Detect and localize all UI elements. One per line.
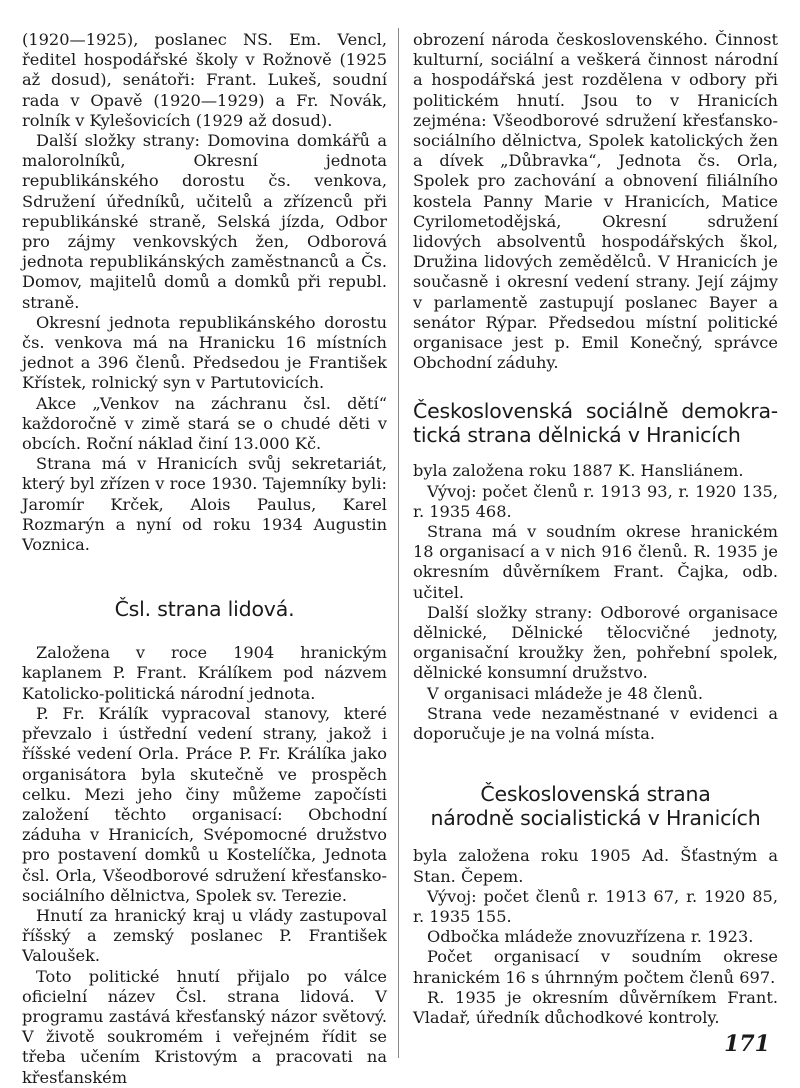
paragraph: R. 1935 je okresním důvěrníkem Frant. Vladař, úředník důchodkové kontroly. xyxy=(413,987,778,1027)
paragraph: byla založena roku 1905 Ad. Šťastným a Stan. Čepem. xyxy=(413,846,778,886)
paragraph: Vývoj: počet členů r. 1913 67, r. 1920 85, r. 1935 155. xyxy=(413,886,778,926)
paragraph: Další složky strany: Odborové organisace dělnické, Dělnické tělocvičné jednoty, organisační kroužky žen, pohřební spolek, dělnické konsumní družstvo. xyxy=(413,602,778,683)
section-heading xyxy=(413,399,778,447)
paragraph: Hnutí za hranický kraj u vlády zastupoval říšský a zemský poslanec P. František Valoušek. xyxy=(22,905,387,966)
left-column xyxy=(22,30,387,1088)
paragraph: Toto politické hnutí přijalo po válce oficielní název Čsl. strana lidová. V programu zastává křesťanský názor světový. V životě soukromém i veřejném řídit se třeba učením Kristovým a pracovati na křesťanském xyxy=(22,966,387,1087)
paragraph: Strana vede nezaměstnané v evidenci a doporučuje je na volná místa. xyxy=(413,703,778,744)
section-heading: Čsl. strana lidová. xyxy=(114,597,295,622)
heading-line: národně socialistická v Hranicích xyxy=(430,806,761,831)
paragraph: Další složky strany: Domovina domkářů a malorolníků, Okresní jednota republikánského dorostu čs. venkova, Sdružení úředníků, učitelů a zřízenců při republikánské straně, Selská jízda, Odbor pro zájmy venkovských žen, Odborová jednota republikánských zaměstnanců a Čs. Domov, majitelů domů a domků při republ. straně. xyxy=(22,131,387,312)
column-divider xyxy=(398,28,399,1058)
paragraph: Počet organisací v soudním okrese hranickém 16 s úhrnným počtem členů 697. xyxy=(413,947,778,987)
paragraph: Odbočka mládeže znovuzřízena r. 1923. xyxy=(427,927,754,947)
paragraph: Vývoj: počet členů r. 1913 93, r. 1920 135, r. 1935 468. xyxy=(413,481,778,521)
paragraph: obrození národa československého. Činnost kulturní, sociální a veškerá činnost národní a hospodářská jest rozdělena v odbory při politickém hnutí. Jsou to v Hranicích zejména: Všeodborové sdružení křesťansko-sociálního dělnictva, Spolek katolických žen a dívek „Důbravka“, Jednota čs. Orla, Spolek pro zachování a obnovení filiálního kostela Panny Marie v Hranicích, Matice Cyrilometodějská, Okresní sdružení lidových absolventů hospodářských škol, Družina lidových zemědělců. V Hranicích je současně i okresní vedení strany. Její zájmy v parlamentě zastupují poslanec Bayer a senátor Rýpar. Předsedou místní politické organisace jest p. Emil Konečný, správce Obchodní záduhy. xyxy=(413,30,778,373)
paragraph: Akce „Venkov na záchranu čsl. dětí“ každoročně v zimě stará se o chudé děti v obcích. Roční náklad činí 13.000 Kč. xyxy=(22,393,387,454)
paragraph: Okresní jednota republikánského dorostu čs. venkova má na Hranicku 16 místních jednot a 396 členů. Předsedou je František Křístek, rolnický syn v Partutovicích. xyxy=(22,312,387,393)
paragraph: P. Fr. Králík vypracoval stanovy, které převzalo i ústřední vedení strany, jakož i říšské vedení Orla. Práce P. Fr. Králíka jako organisátora byla skutečně ve prospěch celku. Mezi jeho činy můžeme započísti založení těchto organisací: Obchodní záduha v Hranicích, Svépomocné družstvo pro postavení domků u Kostelíčka, Jednota čsl. Orla, Všeodborové sdružení křesťansko-sociálního dělnictva, Spolek sv. Terezie. xyxy=(22,703,387,905)
page-number: 171 xyxy=(724,1031,770,1057)
paragraph: Strana má v soudním okrese hranickém 18 organisací a v nich 916 členů. R. 1935 je okresním důvěrníkem Frant. Čajka, odb. učitel. xyxy=(413,522,778,602)
heading-line: Československá sociálně demokra- xyxy=(413,399,778,424)
heading-line: Československá strana xyxy=(480,782,711,807)
paragraph: Založena v roce 1904 hranickým kaplanem P. Frant. Králíkem pod názvem Katolicko-politická národní jednota. xyxy=(22,643,387,703)
paragraph: Strana má v Hranicích svůj sekretariát, který byl zřízen v roce 1930. Tajemníky byli: Jaromír Krček, Alois Paulus, Karel Rozmarýn a nyní od roku 1934 Augustin Voznica. xyxy=(22,454,387,555)
paragraph: byla založena roku 1887 K. Hansliánem. xyxy=(413,461,744,481)
right-column xyxy=(413,30,778,1028)
heading-line: tická strana dělnická v Hranicích xyxy=(413,423,741,448)
paragraph: V organisaci mládeže je 48 členů. xyxy=(427,683,703,703)
section-heading xyxy=(413,782,778,830)
paragraph: (1920—1925), poslanec NS. Em. Vencl, ředitel hospodářské školy v Rožnově (1925 až dosud), senátoři: Frant. Lukeš, soudní rada v Opavě (1920—1929) a Fr. Novák, rolník v Kylešovicích (1929 až dosud). xyxy=(22,30,387,130)
